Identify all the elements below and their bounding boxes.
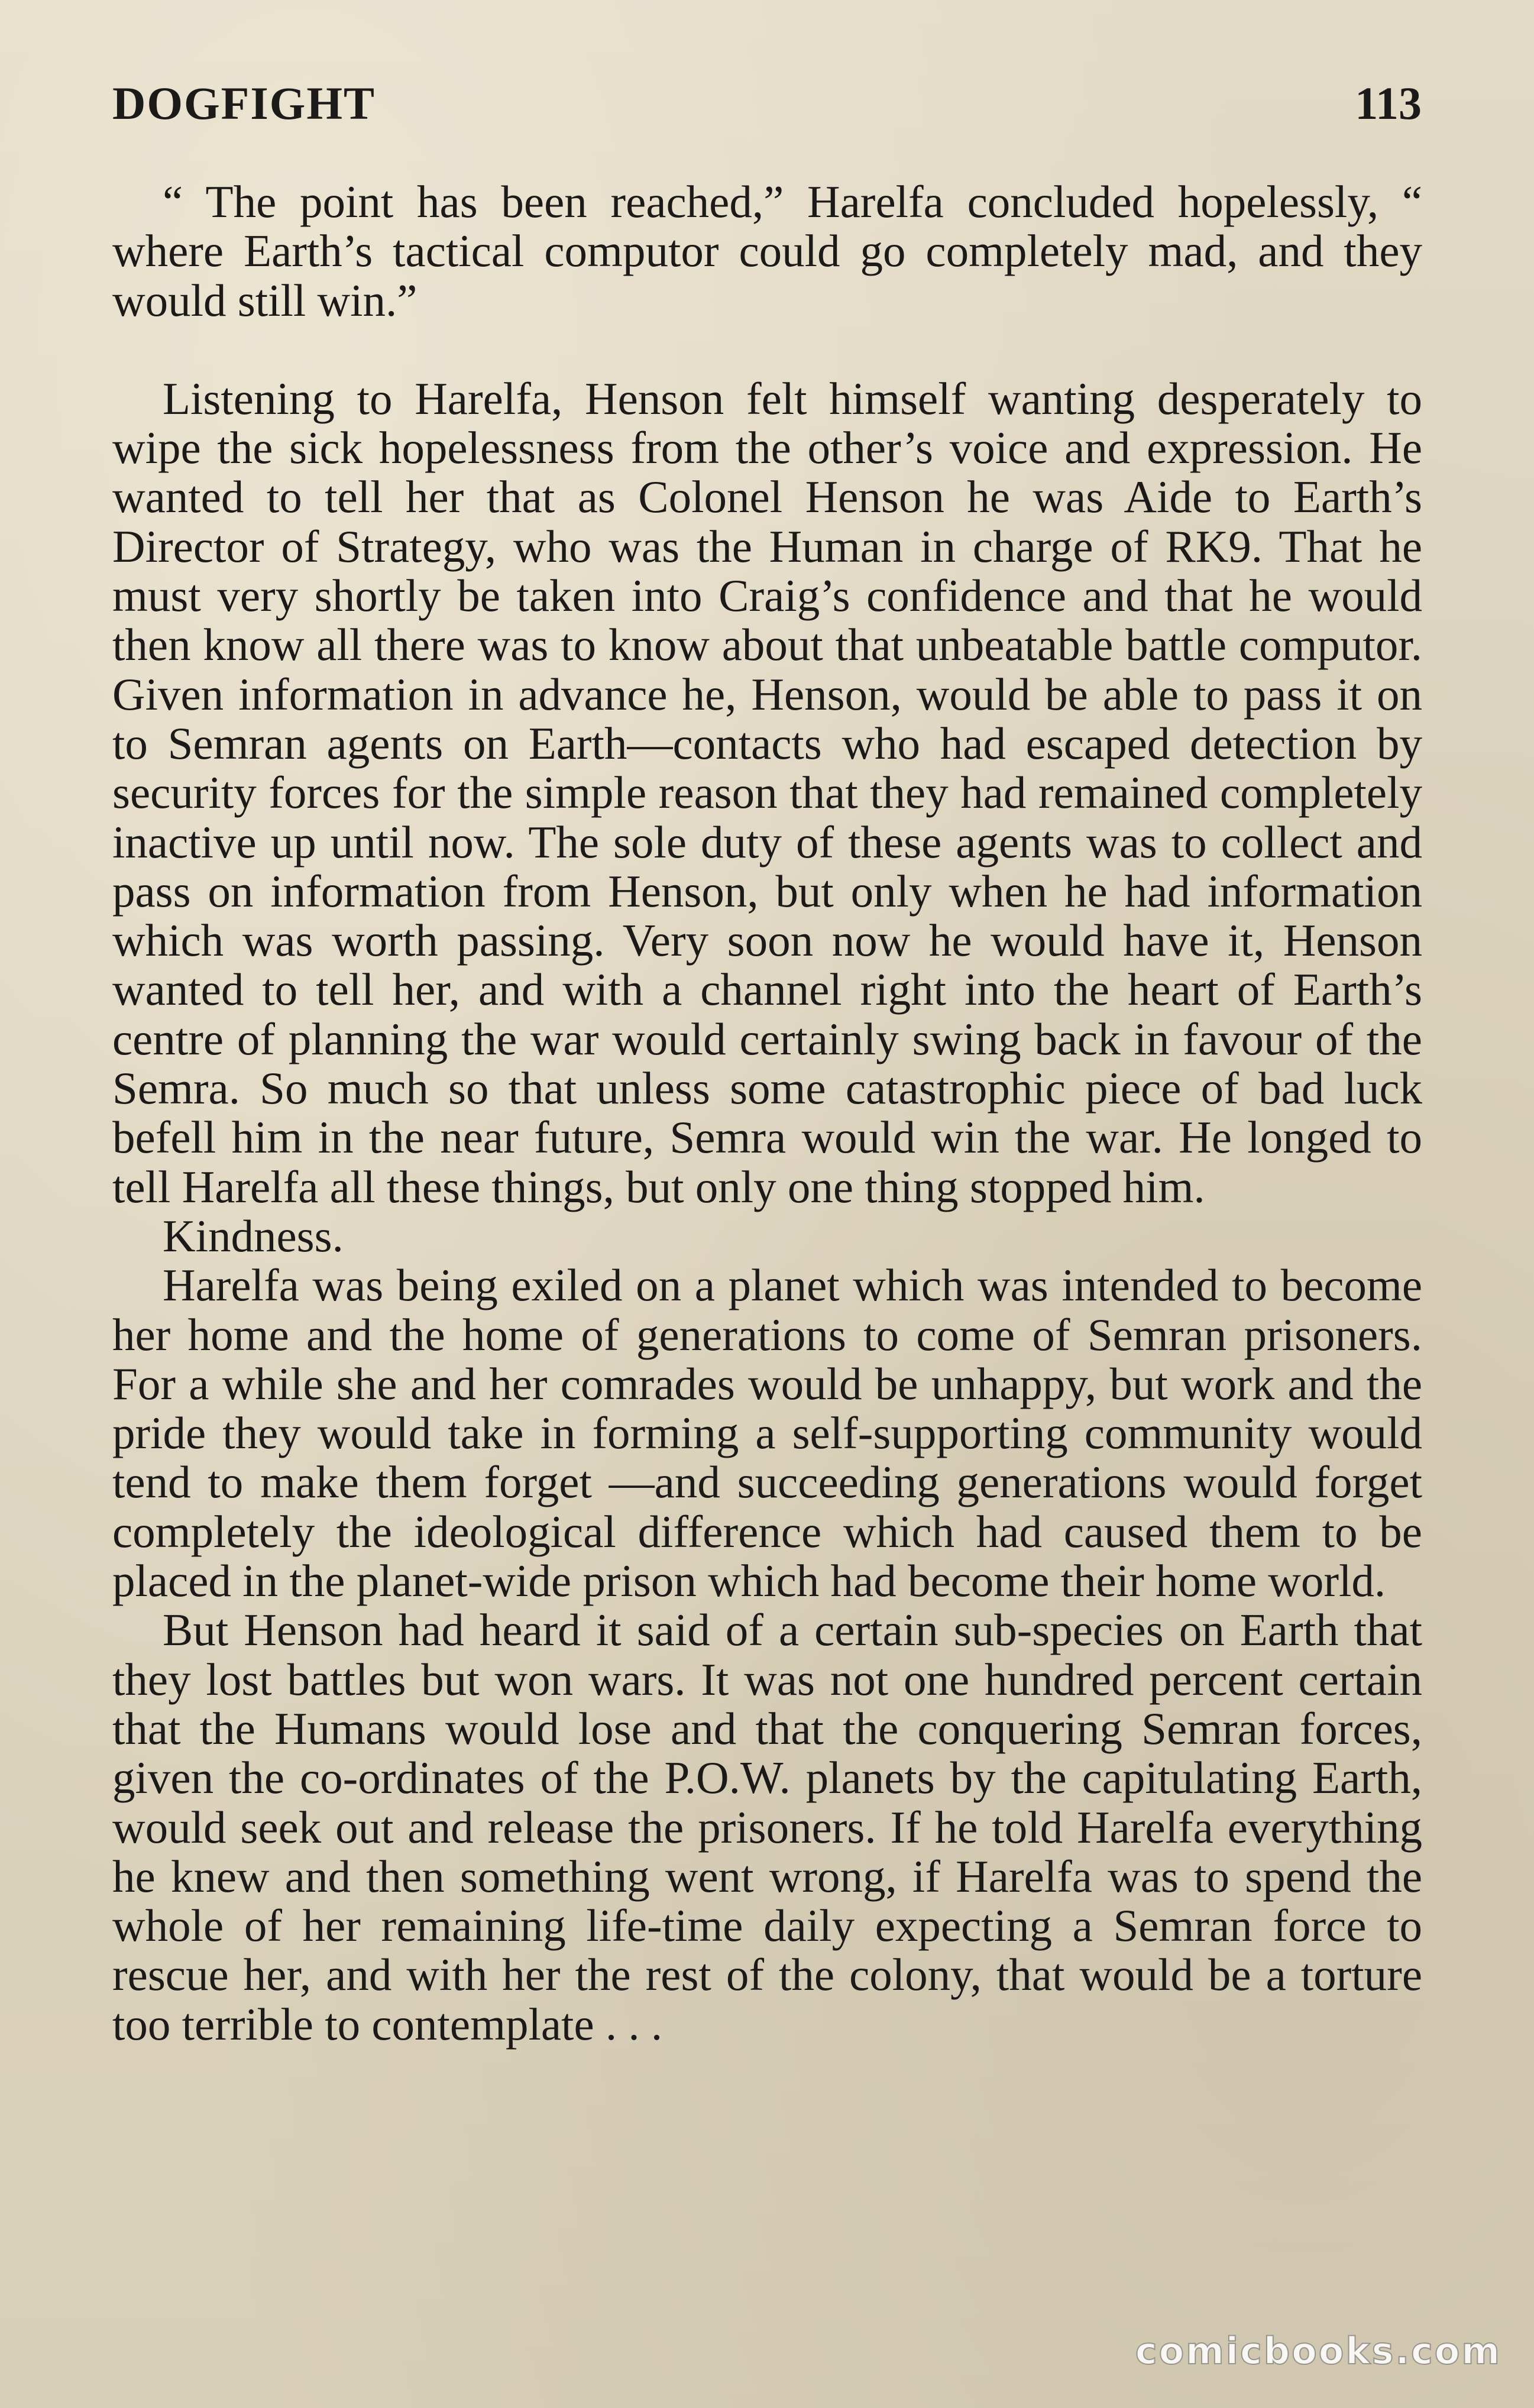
paragraph-2: Listening to Harelfa, Henson felt himself wanting desperately to wipe the sick hopelessness from the other’s voice and expression. He wanted to tell her that as Colonel Henson he was Aide to Earth’s Director of Strategy, who was the Human in charge of RK9. That he must very shortly be taken into Craig’s confidence and that he would then know all there was to know about that unbeatable battle computor. Given information in advance he, Henson, would be able to pass it on to Semran agents on Earth—contacts who had escaped detection by security forces for the simple reason that they had remained completely inactive up until now. The sole duty of these agents was to collect and pass on information from Henson, but only when he had information which was worth passing. Very soon now he would have it, Henson wanted to tell her, and with a channel right into the heart of Earth’s centre of planning the war would certainly swing back in favour of the Semra. So much so that unless some catastrophic piece of bad luck befell him in the near future, Semra would win the war. He longed to tell Harelfa all these things, but only one thing stopped him. [112, 373, 1422, 1212]
page-number: 113 [1355, 77, 1422, 129]
body-text [112, 177, 1422, 2049]
watermark-logo: comicbooks.com [1135, 2329, 1501, 2373]
running-head [112, 77, 1422, 142]
paragraph-5: But Henson had heard it said of a certain sub-species on Earth that they lost battles but won wars. It was not one hundred percent certain that the Humans would lose and that the conquering Semran forces, given the co-ordinates of the P.O.W. planets by the capitulating Earth, would seek out and release the prisoners. If he told Harelfa everything he knew and then something went wrong, if Harelfa was to spend the whole of her remaining life-time daily expecting a Semran force to rescue her, and with her the rest of the colony, that would be a torture too terrible to contemplate . . . [112, 1604, 1422, 2050]
running-title: DOGFIGHT [112, 77, 376, 129]
paragraph-1: “ The point has been reached,” Harelfa concluded hopelessly, “ where Earth’s tactical computor could go completely mad, and they would still win.” [112, 176, 1422, 326]
paragraph-3: Kindness. [163, 1210, 344, 1261]
paragraph-4: Harelfa was being exiled on a planet which was intended to become her home and the home of generations to come of Semran prisoners. For a while she and her comrades would be unhappy, but work and the pride they would take in forming a self-supporting community would tend to make them forget —and succeeding generations would forget completely the ideological difference which had caused them to be placed in the planet-wide prison which had become their home world. [112, 1260, 1422, 1607]
